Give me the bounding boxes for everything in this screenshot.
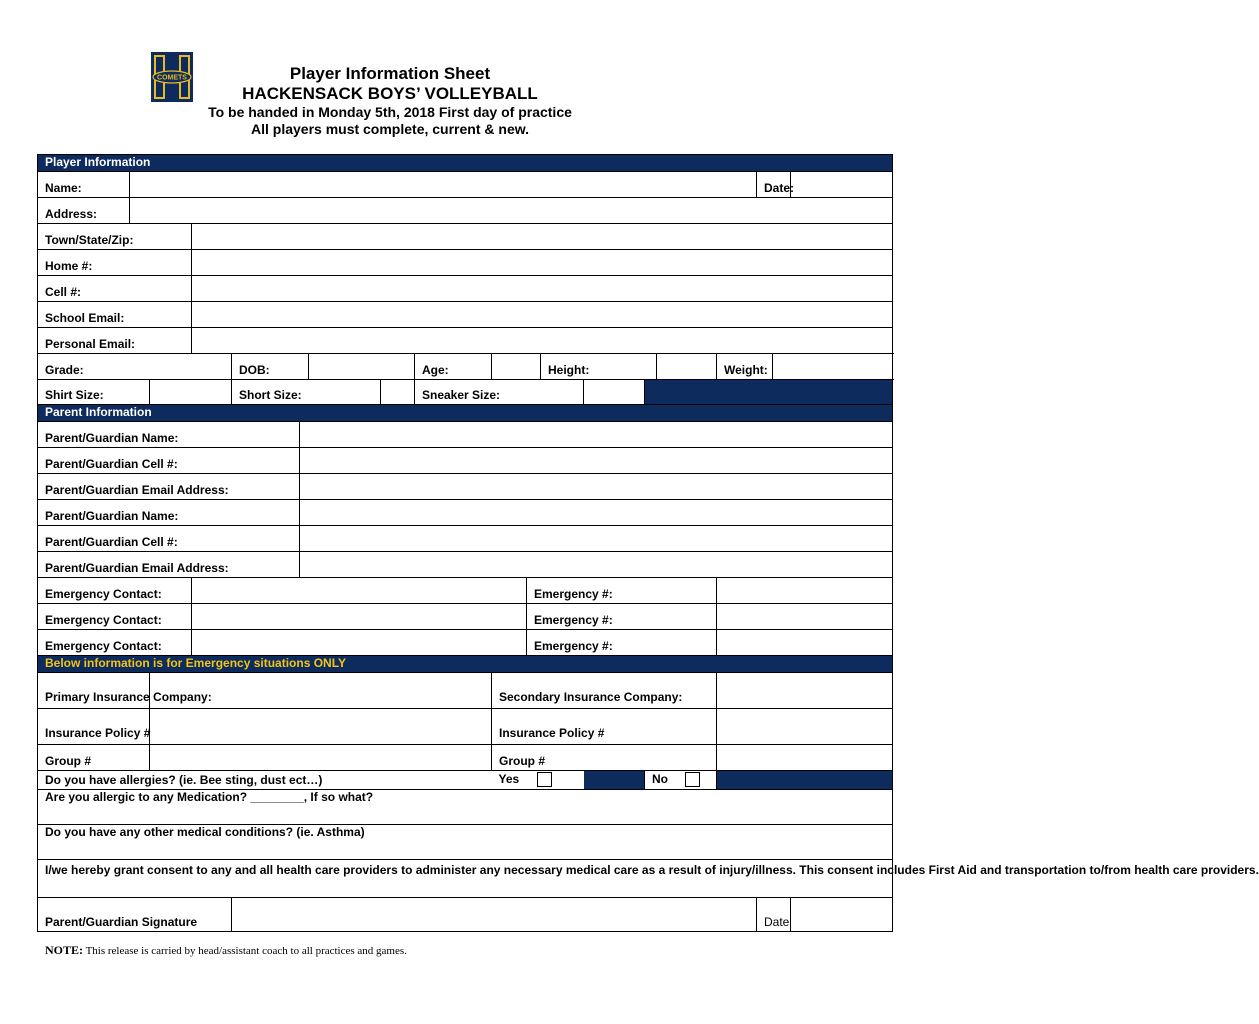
personal-email-field[interactable] bbox=[192, 328, 893, 354]
date-field[interactable] bbox=[791, 172, 893, 198]
parent-cell-field-1[interactable] bbox=[300, 448, 893, 474]
signature-date-field[interactable] bbox=[791, 898, 893, 932]
height-field[interactable] bbox=[657, 354, 717, 380]
age-label: Age: bbox=[415, 354, 492, 380]
secondary-policy-label: Insurance Policy # bbox=[492, 709, 717, 745]
section-emergency-only: Below information is for Emergency situations ONLY bbox=[38, 656, 893, 673]
height-label: Height: bbox=[541, 354, 657, 380]
parent-name-label-1: Parent/Guardian Name: bbox=[38, 422, 300, 448]
primary-insurance-label: Primary Insurance Company: bbox=[38, 673, 150, 709]
primary-group-field[interactable] bbox=[150, 745, 492, 771]
secondary-group-label: Group # bbox=[492, 745, 717, 771]
parent-email-field-1[interactable] bbox=[300, 474, 893, 500]
subtitle-deadline: To be handed in Monday 5th, 2018 First day of practice bbox=[208, 104, 572, 120]
school-email-label: School Email: bbox=[38, 302, 192, 328]
shirt-size-label: Shirt Size: bbox=[38, 380, 150, 405]
emergency-contact-label-1: Emergency Contact: bbox=[38, 578, 192, 604]
conditions-question[interactable]: Do you have any other medical conditions? (ie. Asthma) bbox=[38, 825, 893, 860]
footer-note bbox=[45, 943, 407, 958]
parent-email-label-2: Parent/Guardian Email Address: bbox=[38, 552, 300, 578]
parent-name-field-1[interactable] bbox=[300, 422, 893, 448]
yes-checkbox[interactable] bbox=[537, 772, 552, 787]
name-field[interactable] bbox=[130, 172, 757, 198]
town-label: Town/State/Zip: bbox=[38, 224, 192, 250]
address-label: Address: bbox=[38, 198, 130, 224]
weight-field[interactable] bbox=[773, 354, 893, 380]
school-email-field[interactable] bbox=[192, 302, 893, 328]
parent-cell-label-2: Parent/Guardian Cell #: bbox=[38, 526, 300, 552]
home-phone-label: Home #: bbox=[38, 250, 192, 276]
shirt-size-field[interactable] bbox=[150, 380, 232, 405]
parent-email-field-2[interactable] bbox=[300, 552, 893, 578]
home-phone-field[interactable] bbox=[192, 250, 893, 276]
yes-label: Yes bbox=[498, 771, 520, 786]
primary-policy-field[interactable] bbox=[150, 709, 492, 745]
cell-phone-field[interactable] bbox=[192, 276, 893, 302]
emergency-contact-label-3: Emergency Contact: bbox=[38, 630, 192, 656]
secondary-policy-field[interactable] bbox=[717, 709, 893, 745]
allergies-no bbox=[645, 771, 717, 790]
allergies-question bbox=[38, 771, 492, 790]
town-field[interactable] bbox=[192, 224, 893, 250]
team-name: HACKENSACK BOYS’ VOLLEYBALL bbox=[242, 84, 538, 103]
sneaker-size-label: Sneaker Size: bbox=[415, 380, 584, 405]
section-parent-information: Parent Information bbox=[38, 405, 893, 422]
section-player-information: Player Information bbox=[38, 155, 893, 172]
sneaker-size-field[interactable] bbox=[584, 380, 645, 405]
allergies-label: Do you have allergies? (ie. Bee sting, dust ect…) bbox=[45, 773, 323, 787]
shaded-divider bbox=[584, 771, 645, 790]
parent-name-label-2: Parent/Guardian Name: bbox=[38, 500, 300, 526]
subtitle-requirement: All players must complete, current & new. bbox=[250, 121, 529, 137]
dob-label: DOB: bbox=[232, 354, 309, 380]
note-label: NOTE: bbox=[45, 943, 84, 957]
short-size-label: Short Size: bbox=[232, 380, 381, 405]
primary-policy-label: Insurance Policy # bbox=[38, 709, 150, 745]
signature-field[interactable] bbox=[232, 898, 757, 932]
age-field[interactable] bbox=[492, 354, 541, 380]
no-checkbox[interactable] bbox=[685, 772, 700, 787]
address-field[interactable] bbox=[130, 198, 893, 224]
signature-date-label: Date bbox=[757, 898, 791, 932]
shaded-block-2 bbox=[717, 771, 893, 790]
emergency-number-label-3: Emergency #: bbox=[527, 630, 717, 656]
emergency-number-field-2[interactable] bbox=[717, 604, 893, 630]
emergency-number-label-1: Emergency #: bbox=[527, 578, 717, 604]
header bbox=[180, 64, 600, 138]
note-text: This release is carried by head/assistant coach to all practices and games. bbox=[83, 945, 407, 957]
emergency-contact-field-3[interactable] bbox=[192, 630, 527, 656]
grade-label: Grade: bbox=[38, 354, 232, 380]
signature-label: Parent/Guardian Signature bbox=[38, 898, 232, 932]
date-label: Date: bbox=[757, 172, 791, 198]
shaded-block bbox=[645, 380, 893, 405]
emergency-contact-field-1[interactable] bbox=[192, 578, 527, 604]
secondary-insurance-label: Secondary Insurance Company: bbox=[492, 673, 717, 709]
emergency-number-field-1[interactable] bbox=[717, 578, 893, 604]
cell-phone-label: Cell #: bbox=[38, 276, 192, 302]
logo-banner: COMETS bbox=[157, 74, 187, 82]
medication-question[interactable]: Are you allergic to any Medication? ________, If so what? bbox=[38, 790, 893, 825]
player-form bbox=[37, 154, 1259, 932]
secondary-group-field[interactable] bbox=[717, 745, 893, 771]
emergency-contact-field-2[interactable] bbox=[192, 604, 527, 630]
emergency-contact-label-2: Emergency Contact: bbox=[38, 604, 192, 630]
parent-email-label-1: Parent/Guardian Email Address: bbox=[38, 474, 300, 500]
no-label: No bbox=[652, 771, 668, 786]
emergency-number-field-3[interactable] bbox=[717, 630, 893, 656]
secondary-insurance-field[interactable] bbox=[717, 673, 893, 709]
allergies-yes bbox=[492, 771, 584, 790]
page-title: Player Information Sheet bbox=[289, 64, 491, 83]
parent-cell-label-1: Parent/Guardian Cell #: bbox=[38, 448, 300, 474]
name-label: Name: bbox=[38, 172, 130, 198]
primary-group-label: Group # bbox=[38, 745, 150, 771]
weight-label: Weight: bbox=[717, 354, 773, 380]
parent-name-field-2[interactable] bbox=[300, 500, 893, 526]
emergency-number-label-2: Emergency #: bbox=[527, 604, 717, 630]
parent-cell-field-2[interactable] bbox=[300, 526, 893, 552]
dob-field[interactable] bbox=[309, 354, 415, 380]
consent-statement: I/we hereby grant consent to any and all health care providers to administer any necessary medical care as a result of injury/illness. This consent includes First Aid and transportation to/from health care providers. bbox=[38, 860, 893, 898]
personal-email-label: Personal Email: bbox=[38, 328, 192, 354]
short-size-field[interactable] bbox=[381, 380, 415, 405]
